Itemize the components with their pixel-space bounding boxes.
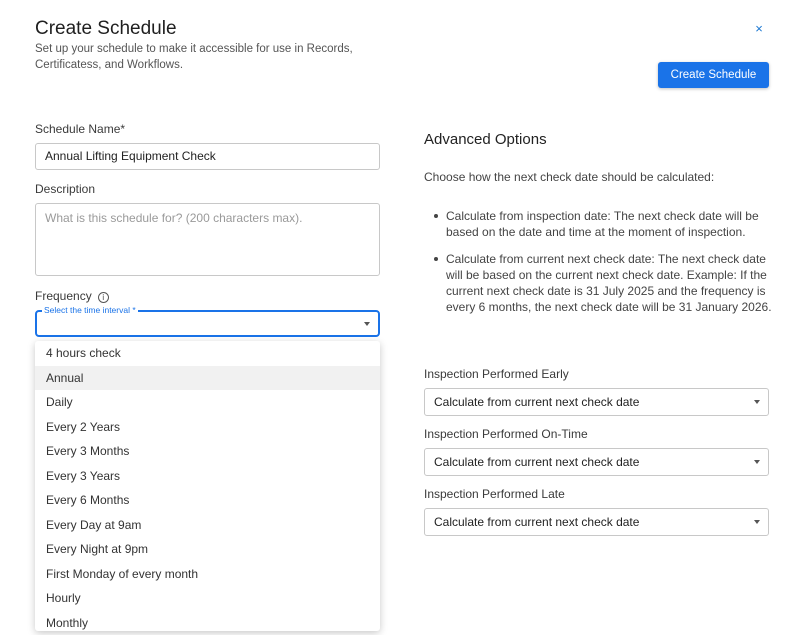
- chevron-down-icon: [754, 520, 760, 524]
- page-subtitle: Set up your schedule to make it accessible for use in Records, Certificatess, and Workflows.: [35, 41, 395, 73]
- menu-item[interactable]: Hourly: [35, 586, 380, 611]
- ontime-label: Inspection Performed On-Time: [424, 427, 588, 441]
- menu-item[interactable]: Every 3 Years: [35, 464, 380, 489]
- menu-item[interactable]: Annual: [35, 366, 380, 391]
- early-label: Inspection Performed Early: [424, 367, 569, 381]
- advanced-options-title: Advanced Options: [424, 131, 547, 148]
- frequency-dropdown-menu: [35, 341, 380, 631]
- schedule-name-input[interactable]: Annual Lifting Equipment Check: [35, 143, 380, 170]
- menu-item[interactable]: 4 hours check: [35, 341, 380, 366]
- late-select[interactable]: [424, 508, 769, 536]
- page-title: Create Schedule: [35, 18, 177, 40]
- menu-item[interactable]: Monthly: [35, 611, 380, 635]
- menu-item[interactable]: Daily: [35, 390, 380, 415]
- late-select-value: Calculate from current next check date: [434, 515, 639, 529]
- ontime-select-value: Calculate from current next check date: [434, 455, 639, 469]
- menu-item[interactable]: Every 3 Months: [35, 439, 380, 464]
- frequency-label-row: [35, 289, 109, 303]
- advanced-options-description: Choose how the next check date should be calculated:: [424, 170, 714, 184]
- menu-item[interactable]: Every Night at 9pm: [35, 537, 380, 562]
- early-select-value: Calculate from current next check date: [434, 395, 639, 409]
- description-label: Description: [35, 182, 95, 196]
- chevron-down-icon: [754, 460, 760, 464]
- schedule-name-label: Schedule Name*: [35, 122, 125, 136]
- late-label: Inspection Performed Late: [424, 487, 565, 501]
- menu-item[interactable]: Every 6 Months: [35, 488, 380, 513]
- frequency-select-floating-label: Select the time interval *: [42, 305, 138, 315]
- chevron-down-icon: [754, 400, 760, 404]
- menu-item[interactable]: Every Day at 9am: [35, 513, 380, 538]
- info-icon[interactable]: i: [98, 292, 109, 303]
- chevron-down-icon: [364, 322, 370, 326]
- bullet-item: Calculate from inspection date: The next check date will be based on the date and time at the moment of inspection.: [424, 208, 774, 240]
- close-icon[interactable]: ×: [752, 22, 766, 36]
- advanced-options-bullets: [424, 208, 774, 326]
- create-schedule-button[interactable]: Create Schedule: [658, 62, 769, 88]
- early-select[interactable]: [424, 388, 769, 416]
- bullet-item: Calculate from current next check date: The next check date will be based on the current next check date. Example: If the current next check date is 31 July 2025 and the frequency is every 6 months, the next check date will be 31 January 2026.: [424, 251, 774, 315]
- description-textarea[interactable]: What is this schedule for? (200 characters max).: [35, 203, 380, 276]
- menu-item[interactable]: First Monday of every month: [35, 562, 380, 587]
- ontime-select[interactable]: [424, 448, 769, 476]
- menu-item[interactable]: Every 2 Years: [35, 415, 380, 440]
- frequency-label: Frequency: [35, 289, 92, 303]
